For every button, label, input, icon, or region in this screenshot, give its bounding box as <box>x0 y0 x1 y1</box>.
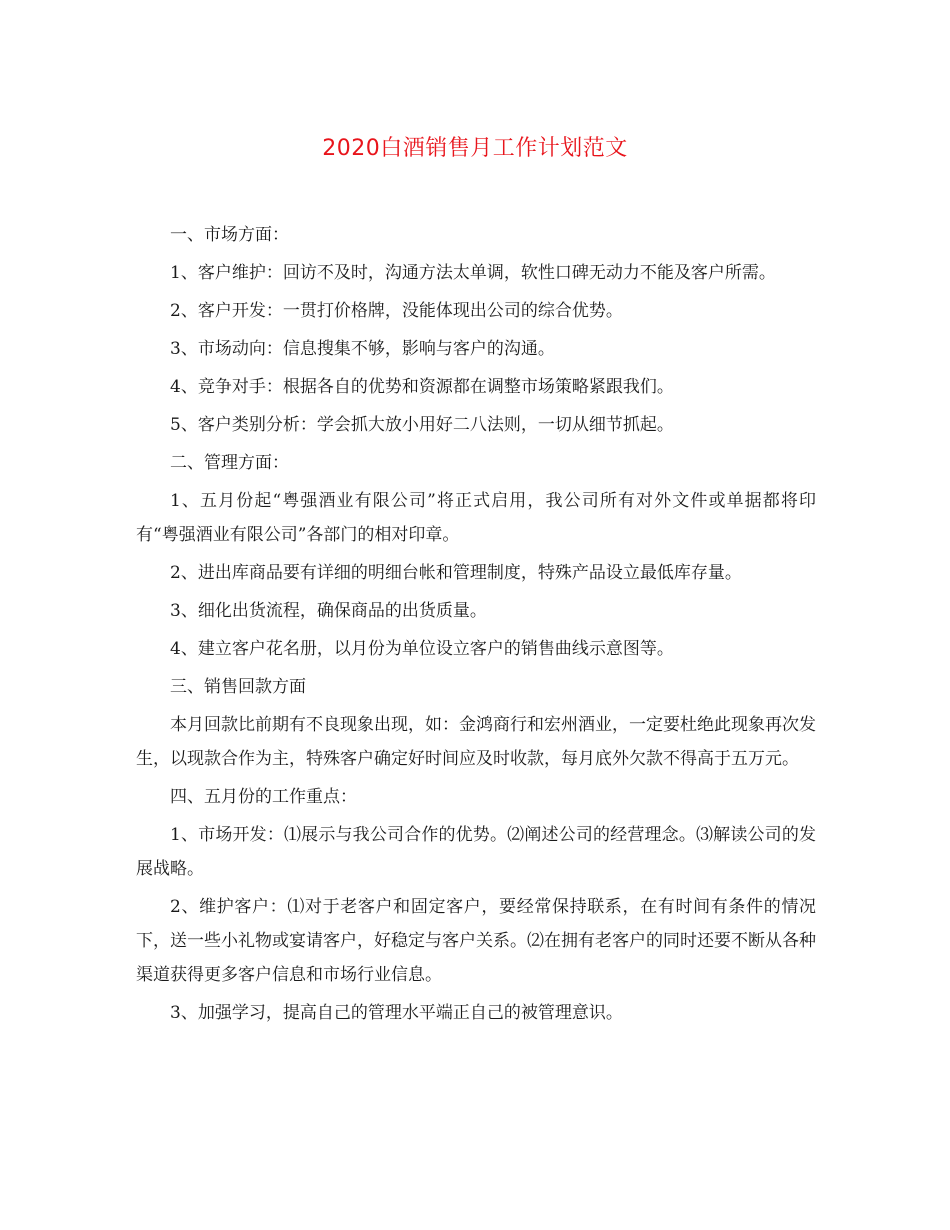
paragraph: 1、五月份起“粤强酒业有限公司”将正式启用，我公司所有对外文件或单据都将印有“粤强酒业有限公司”各部门的相对印章。 <box>136 491 816 545</box>
paragraph: 4、竞争对手：根据各自的优势和资源都在调整市场策略紧跟我们。 <box>170 377 674 397</box>
paragraph: 1、市场开发：⑴展示与我公司合作的优势。⑵阐述公司的经营理念。⑶解读公司的发展战略。 <box>136 825 816 879</box>
paragraph: 5、客户类别分析：学会抓大放小用好二八法则，一切从细节抓起。 <box>170 415 674 435</box>
paragraph: 1、客户维护：回访不及时，沟通方法太单调，软性口碑无动力不能及客户所需。 <box>170 263 776 283</box>
section-heading-may-focus: 四、五月份的工作重点： <box>170 787 357 807</box>
paragraph: 2、进出库商品要有详细的明细台帐和管理制度，特殊产品设立最低库存量。 <box>170 563 742 583</box>
paragraph: 3、市场动向：信息搜集不够，影响与客户的沟通。 <box>170 339 555 359</box>
paragraph: 3、细化出货流程，确保商品的出货质量。 <box>170 601 487 621</box>
paragraph: 本月回款比前期有不良现象出现，如：金鸿商行和宏州酒业，一定要杜绝此现象再次发生，以现款合作为主，特殊客户确定好时间应及时收款，每月底外欠款不得高于五万元。 <box>136 715 816 769</box>
section-heading-market: 一、市场方面： <box>170 225 289 245</box>
section-heading-management: 二、管理方面： <box>170 453 289 473</box>
paragraph: 4、建立客户花名册，以月份为单位设立客户的销售曲线示意图等。 <box>170 639 674 659</box>
paragraph: 2、客户开发：一贯打价格牌，没能体现出公司的综合优势。 <box>170 301 623 321</box>
section-heading-collection: 三、销售回款方面 <box>170 677 306 697</box>
document-title: 2020白酒销售月工作计划范文 <box>322 136 628 161</box>
paragraph: 3、加强学习，提高自己的管理水平端正自己的被管理意识。 <box>170 1003 623 1023</box>
paragraph: 2、维护客户：⑴对于老客户和固定客户，要经常保持联系，在有时间有条件的情况下，送一些小礼物或宴请客户，好稳定与客户关系。⑵在拥有老客户的同时还要不断从各种渠道获得更多客户信息和市场行业信息。 <box>136 897 816 985</box>
document-body <box>136 218 816 1034</box>
